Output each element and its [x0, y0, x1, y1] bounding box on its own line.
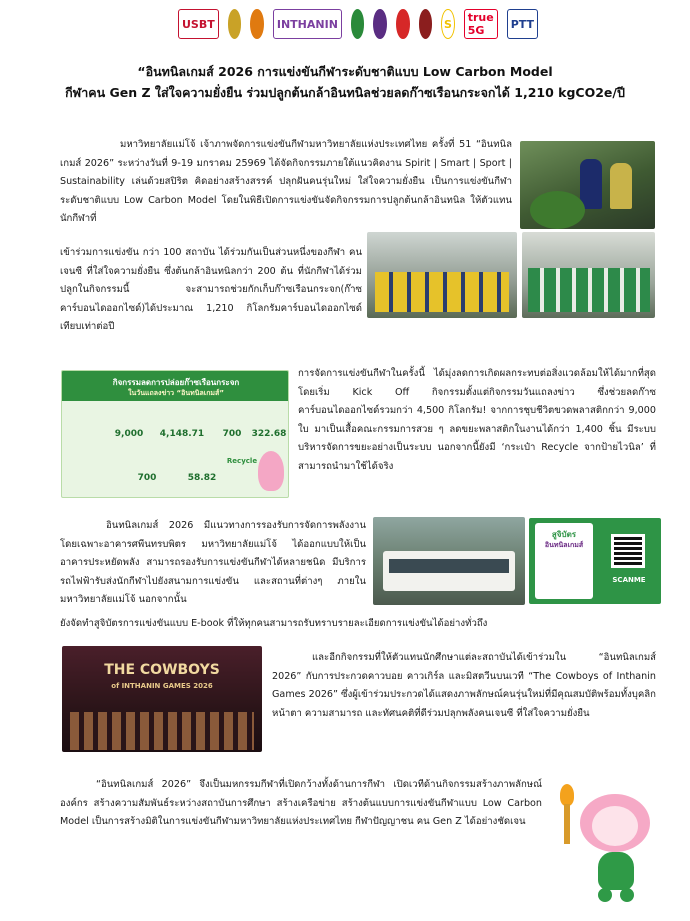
red-bird-logo	[396, 9, 410, 39]
custom-logo	[250, 9, 264, 39]
headline-line-1: “อินทนิลเกมส์ 2026 การแข่งขันกีฬาระดับชาติแบบ Low Carbon Model	[137, 64, 553, 79]
scan-me-label: SCANME	[612, 576, 646, 584]
headline-line-2: กีฬาคน Gen Z ใส่ใจความยั่งยืน ร่วมปลูกต้นกล้าอินทนิลช่วยลดก๊าซเรือนกระจกได้ 1,210 kgCO2e/ปี	[65, 85, 625, 100]
stat-count-1: 700	[222, 429, 242, 439]
ebook-program-card	[529, 518, 661, 604]
photo-athletes-group-green	[522, 232, 655, 318]
qr-code-icon[interactable]	[611, 534, 645, 568]
photo-electric-tram	[373, 517, 525, 605]
stat-count-2: 700	[137, 473, 157, 483]
recycle-label: Recycle	[226, 457, 258, 465]
infographic-subheading: ในวันแถลงข่าว “อินทนิลเกมส์”	[128, 389, 224, 397]
ebook-subtitle: อินทนิลเกมส์	[544, 541, 584, 549]
purple-seal-logo	[373, 9, 387, 39]
university-seal-logo	[228, 9, 242, 39]
infographic-carbon-reduction	[61, 370, 289, 498]
paragraph-cowboys: และอีกกิจกรรมที่ให้ตัวแทนนักศึกษาแต่ละสถาบันได้เข้าร่วมใน “อินทนิลเกมส์ 2026” กับการประกวดคาวบอย คาวเกิร์ล และมิสตวีนบนเวที “The Cowboys of Inthanin Games 2026” ซึ่งผู้เข้าร่วมประกวดได้แสดงภาพลักษณ์คนรุ่นใหม่ที่มีคุณสมบัติพร้อมทั้งบุคลิกหน้าตา ความสามารถ และทัศนคติที่ดีร่วมปลุกพลังคนเจนซี ที่ใส่ใจความยั่งยืน	[272, 652, 656, 719]
cowboys-banner-subtitle: of INTHANIN GAMES 2026	[111, 682, 213, 690]
stat-bottles: 9,000	[114, 429, 144, 439]
infographic-heading: กิจกรรมลดการปล่อยก๊าซเรือนกระจก	[112, 378, 240, 387]
photo-athletes-group-yellow	[367, 232, 517, 318]
s-brand-logo: S	[441, 9, 455, 39]
stat-co2-1: 4,148.71	[159, 429, 205, 439]
photo-athletes-planting	[520, 141, 655, 229]
paragraph-conclusion: “อินทนิลเกมส์ 2026” จึงเป็นมหกรรมกีฬาที่เปิดกว้างทั้งด้านการกีฬา เปิดเวทีด้านกิจกรรมสร้างภาพลักษณ์องค์กร สร้างความสัมพันธ์ระหว่างสถาบันการศึกษา สร้างเครือข่าย สร้างต้นแบบการแข่งขันกีฬาแบบ Low Carbon Model เป็นการสร้างมิติในการแข่งขันกีฬามหาวิทยาลัยแห่งประเทศไทย กีฬาปัญญาชน คน Gen Z ได้อย่างชัดเจน	[60, 779, 542, 828]
ptt-logo: PTT	[507, 9, 538, 39]
pillar-logo	[419, 9, 433, 39]
paragraph-intro-continued: เข้าร่วมการแข่งขัน กว่า 100 สถาบัน ได้ร่วมกันเป็นส่วนหนึ่งของกีฬา คนเจนซี ที่ใส่ใจความยั่งยืน ซึ่งต้นกล้าอินทนิลกว่า 200 ต้น ที่นักกีฬาได้ร่วมปลูกในกิจกรรมนี้ จะสามารถช่วยกักเก็บก๊าซเรือนกระจก(ก๊าซคาร์บอนไดออกไซด์)ได้ประมาณ 1,210 กิโลกรัมคาร์บอนไดออกไซด์เทียบเท่าต่อปี	[60, 247, 362, 333]
ebook-title: สูจิบัตร	[551, 530, 577, 539]
photo-cowboys-stage	[62, 646, 262, 752]
paragraph-energy-continued: ยังจัดทำสูจิบัตรการแข่งขันแบบ E-book ที่ให้ทุกคนสามารถรับทราบรายละเอียดการแข่งขันได้อย่างทั่วถึง	[60, 618, 488, 629]
true-5g-logo: true 5G	[464, 9, 498, 39]
stat-co2-3: 58.82	[187, 473, 217, 483]
sponsor-logos	[178, 6, 538, 42]
paragraph-energy: อินทนิลเกมส์ 2026 มีแนวทางการรองรับการจัดการพลังงานโดยเฉพาะอาคารศพีนทรบพิตร มหาวิทยาลัยแม่โจ้ ได้ออกแบบให้เป็นอาคารประหยัดพลัง สามารถรองรับการแข่งขันกีฬาได้หลายชนิด มีบริการรถไฟฟ้ารับส่งนักกีฬาไปยังสนามการแข่งขัน และสถานที่ต่างๆ ภายในมหาวิทยาลัยแม่โจ้ นอกจากนั้น	[60, 520, 366, 606]
paragraph-intro: มหาวิทยาลัยแม่โจ้ เจ้าภาพจัดการแข่งขันกีฬามหาวิทยาลัยแห่งประเทศไทย ครั้งที่ 51 “อินทนิลเกมส์ 2026” ระหว่างวันที่ 9-19 มกราคม 25969 ได้จัดกิจกรรมภายใต้แนวคิดงาน Spirit | Smart | Sport | Sustainability เล่นด้วยสปิริต คิดอย่างสร้างสรรค์ ปลุกฝันคนรุ่นใหม่ ใส่ใจความยั่งยืน เป็นการแข่งขันกีฬาระดับชาติแบบ Low Carbon Model โดยในพิธีเปิดการแข่งขันจัดกิจกรรมการปลูกต้นกล้าอินทนิล ให้ตัวแทนนักกีฬาที่	[60, 139, 512, 225]
cowboys-banner-title: THE COWBOYS	[104, 662, 220, 678]
usbt-logo: USBT	[178, 9, 219, 39]
stat-co2-2: 322.68	[251, 429, 287, 439]
paragraph-low-carbon: การจัดการแข่งขันกีฬาในครั้งนี้ ได้มุ่งลดการเกิดผลกระทบต่อสิ่งแวดล้อมให้ได้มากที่สุด โดยเริ่ม Kick Off กิจกรรมตั้งแต่กิจกรรมวันแถลงข่าว ซึ่งช่วยลดก๊าซคาร์บอนไดออกไซด์รวมกว่า 4,500 กิโลกรัม! จากการชุบชีวิตขวดพลาสติกกว่า 9,000 ใบ มาเป็นเสื้อคณะกรรมการสวย ๆ ลดขยะพลาสติกในงานได้กว่า 1,400 ชิ้น มีระบบบริหารจัดการขยะอย่างเป็นระบบ นอกจากนี้ยังมี ‘กระเป๋า Recycle จากป้ายไวนิล’ ที่สามารถนำมาใช้ได้จริง	[298, 368, 656, 472]
inthanin-games-logo: INTHANIN	[273, 9, 342, 39]
green-seal-logo	[351, 9, 365, 39]
mascot-torch-bearer	[558, 780, 658, 906]
mascot-icon	[258, 451, 284, 491]
